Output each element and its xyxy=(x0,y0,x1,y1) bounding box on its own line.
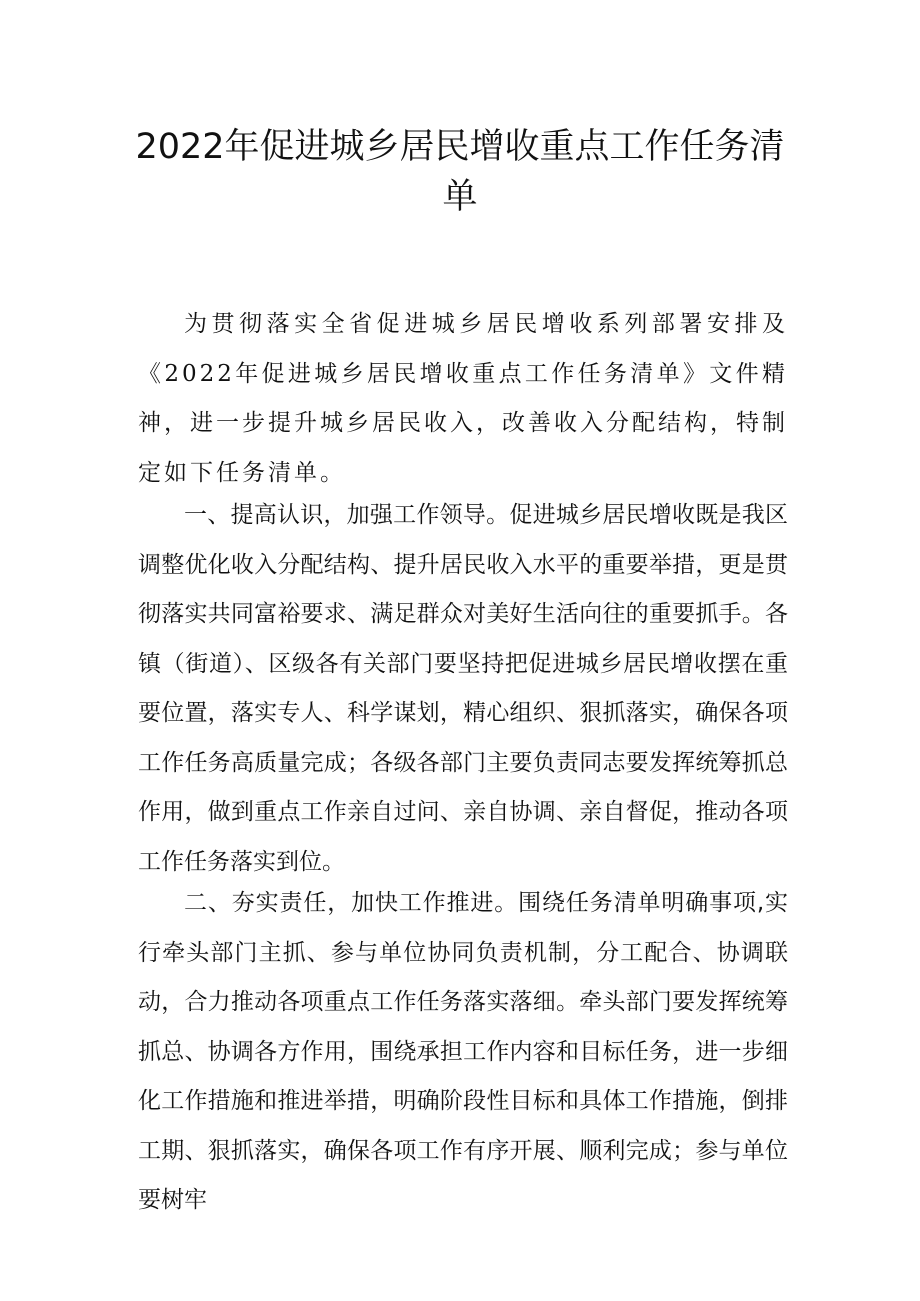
paragraph-section-2: 二、夯实责任，加快工作推进。围绕任务清单明确事项,实行牵头部门主抓、参与单位协同负责机制，分工配合、协调联动，合力推动各项重点工作任务落实落细。牵头部门要发挥统筹抓总、协调各方作用，围绕承担工作内容和目标任务，进一步细化工作措施和推进举措，明确阶段性目标和具体工作措施，倒排工期、狠抓落实，确保各项工作有序开展、顺利完成；参与单位要树牢 xyxy=(138,890,788,1213)
title-line-1: 2022年促进城乡居民增收重点工作任务清 xyxy=(135,127,785,167)
document-title xyxy=(120,122,800,222)
paragraph-section-1: 一、提高认识，加强工作领导。促进城乡居民增收既是我区调整优化收入分配结构、提升居民收入水平的重要举措，更是贯彻落实共同富裕要求、满足群众对美好生活向往的重要抓手。各镇（街道）、区级各有关部门要坚持把促进城乡居民增收摆在重要位置，落实专人、科学谋划，精心组织、狠抓落实，确保各项工作任务高质量完成；各级各部门主要负责同志要发挥统筹抓总作用，做到重点工作亲自过问、亲自协调、亲自督促，推动各项工作任务落实到位。 xyxy=(138,502,788,875)
paragraph-intro: 为贯彻落实全省促进城乡居民增收系列部署安排及《2022年促进城乡居民增收重点工作任务清单》文件精神，进一步提升城乡居民收入，改善收入分配结构，特制定如下任务清单。 xyxy=(138,311,788,486)
title-line-2: 单 xyxy=(442,177,478,217)
